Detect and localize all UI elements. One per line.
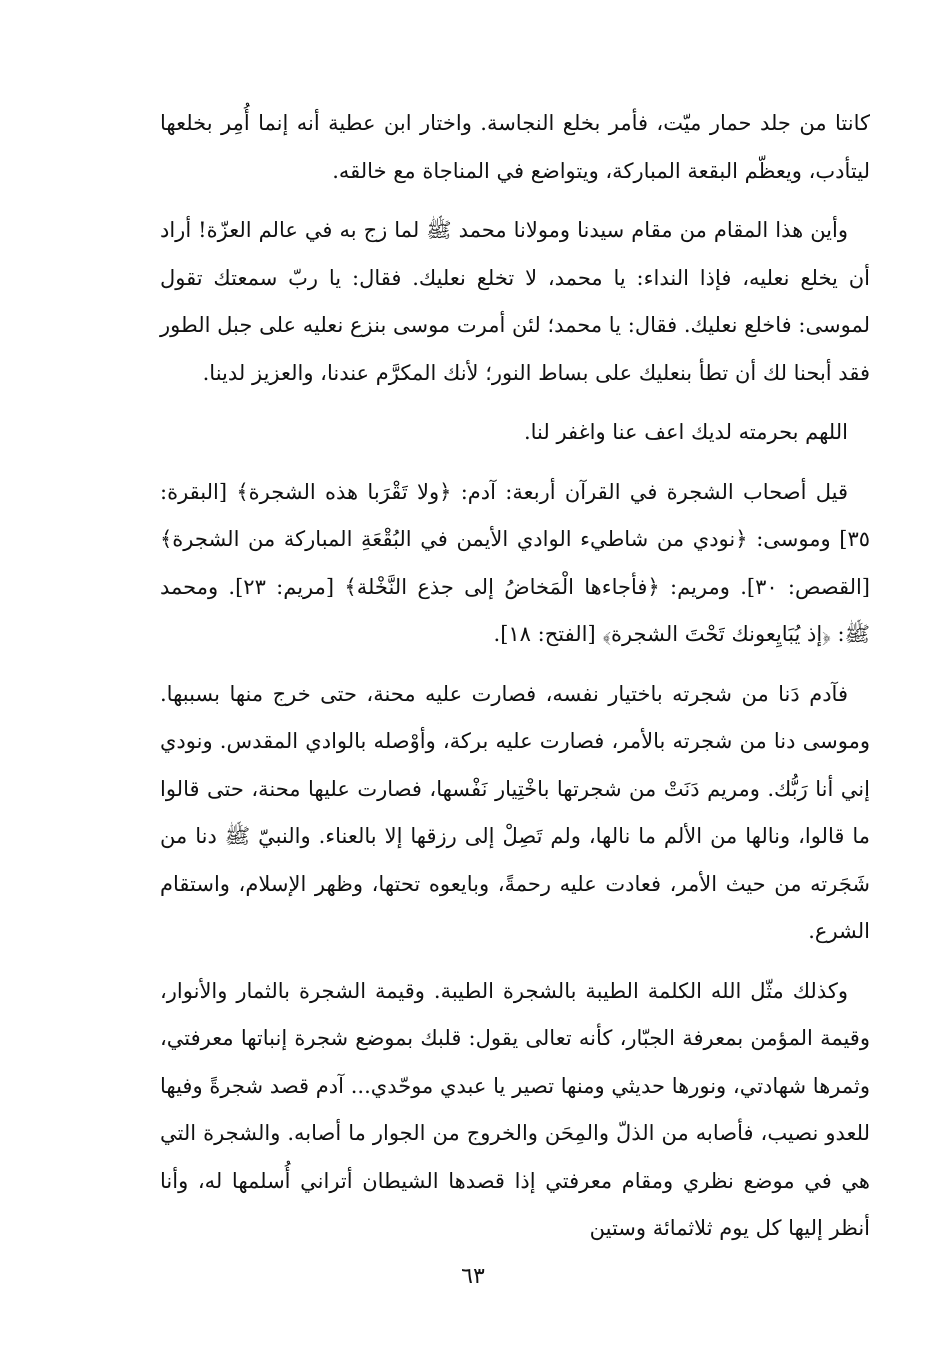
paragraph-3: اللهم بحرمته لديك اعف عنا واغفر لنا. — [523, 420, 848, 444]
page-number: ٦٣ — [461, 1264, 485, 1289]
paragraph-2: وأين هذا المقام من مقام سيدنا ومولانا محمد ﷺ لما زج به في عالم العزّة! أراد أن يخلع نعليه، فإذا النداء: يا محمد، لا تخلع نعليك. فقال: يا ربّ سمعتك تقول لموسى: فاخلع نعليك. فقال: يا محمد؛ لئن أمرت موسى بنزع نعليه على جبل الطور فقد أبحنا لك أن تطأ بنعليك على بساط النور؛ لأنك المكرَّم عندنا، والعزيز لدينا. — [160, 218, 870, 385]
page-body — [160, 100, 870, 1265]
paragraph-6: وكذلك مثّل الله الكلمة الطيبة بالشجرة الطيبة. وقيمة الشجرة بالثمار والأنوار، وقيمة المؤمن بمعرفة الجبّار، كأنه تعالى يقول: قلبك بموضع شجرة إنباتها معرفتي، وثمرها شهادتي، ونورها حديثي ومنها تصير يا عبدي موحّدي... آدم قصد شجرةً وفيها للعدو نصيب، فأصابه من الذلّ والمِحَن والخروج من الجوار ما أصابه. والشجرة التي هي في موضع نظري ومقام معرفتي إذا قصدها الشيطان أتراني أُسلمها له، وأنا أنظر إليها كل يوم ثلاثمائة وستين — [160, 978, 870, 1240]
paragraph-5: فآدم دَنا من شجرته باختيار نفسه، فصارت عليه محنة، حتى خرج منها بسببها. وموسى دنا من شجرته بالأمر، فصارت عليه بركة، وأوْصله بالوادي المقدس. ونودي إني أنا رَبُّك. ومريم دَنَتْ من شجرتها باخْتِيار نَفْسها، فصارت عليها محنة، حتى قالوا ما قالوا، ونالها من الألم ما نالها، ولم تَصِلْ إلى رزقها إلا بالعناء. والنبيّ ﷺ دنا من شَجَرته من حيث الأمر، فعادت عليه رحمةً، وبايعوه تحتها، وظهر الإسلام، واستقام الشرع. — [160, 681, 870, 943]
paragraph-4: قيل أصحاب الشجرة في القرآن أربعة: آدم: ﴿ولا تَقْرَبا هذه الشجرة﴾ [البقرة: ٣٥] وموسى: ﴿نودي من شاطيء الوادي الأيمن في البُقْعَةِ المباركة من الشجرة﴾ [القصص: ٣٠]. ومريم: ﴿فأجاءها الْمَخاضُ إلى جذع النَّخْلة﴾ [مريم: ٢٣]. ومحمد ﷺ: ﴿إذ يُبَايِعونك تَحْتَ الشجرة﴾ [الفتح: ١٨]. — [160, 479, 870, 646]
paragraph-1: كانتا من جلد حمار ميّت، فأمر بخلع النجاسة. واختار ابن عطية أنه إنما أُمِر بخلعها ليتأدب، ويعظّم البقعة المباركة، ويتواضع في المناجاة مع خالقه. — [160, 111, 870, 183]
